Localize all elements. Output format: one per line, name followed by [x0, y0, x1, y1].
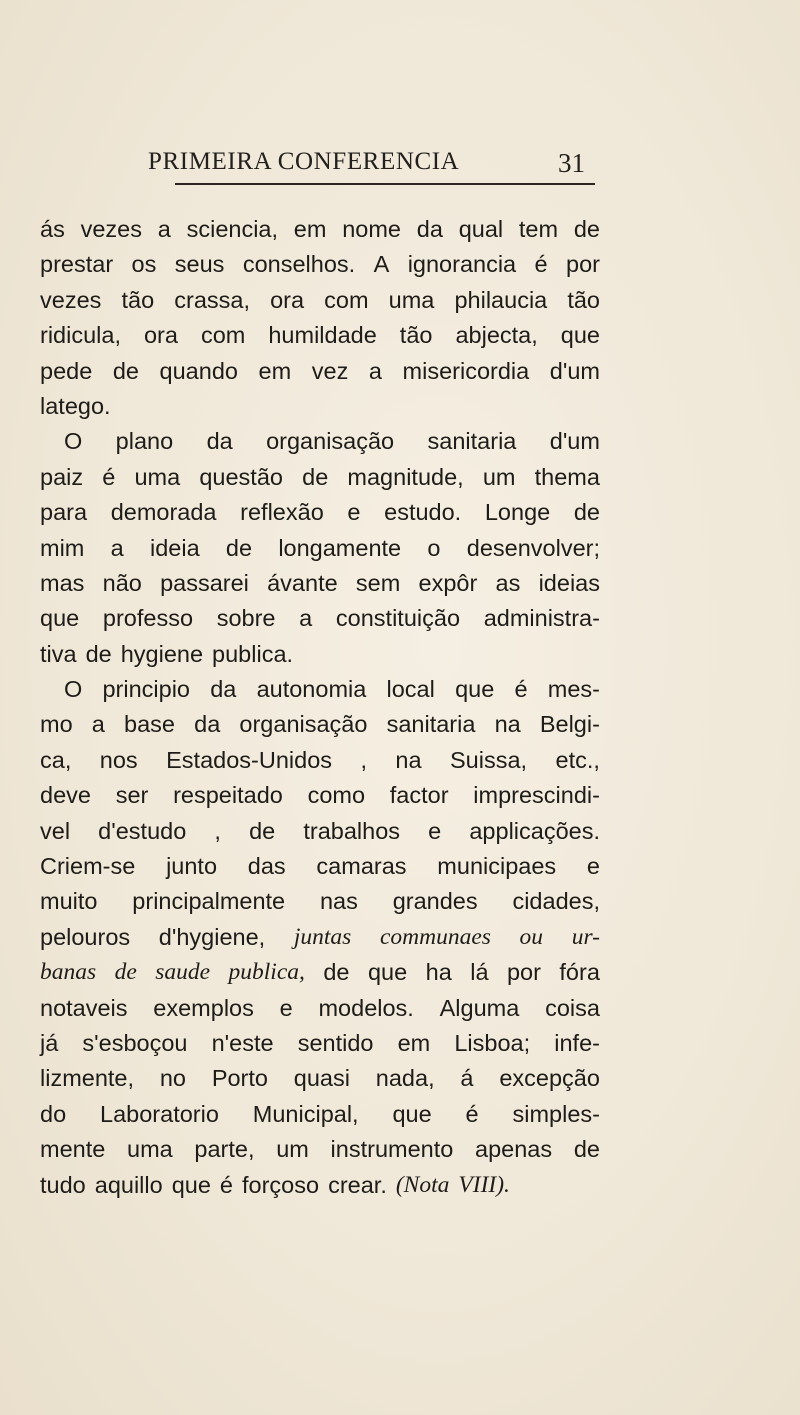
- text-line: que professo sobre a constituição administra-: [40, 605, 600, 632]
- text-line: mas não passarei ávante sem expôr as ideias: [40, 569, 600, 596]
- text-line: O principio da autonomia local que é mes-: [64, 676, 600, 703]
- running-head: [140, 148, 600, 188]
- text-line: tudo aquillo que é forçoso crear. (Nota VIII).: [40, 1171, 510, 1198]
- text-line: O plano da organisação sanitaria d'um: [64, 428, 600, 455]
- header-rule: [175, 183, 595, 185]
- text-line: do Laboratorio Municipal, que é simples-: [40, 1100, 600, 1127]
- text-line: lizmente, no Porto quasi nada, á excepção: [40, 1065, 600, 1092]
- text-line: pelouros d'hygiene, juntas communaes ou ur-: [40, 923, 600, 950]
- text-line: para demorada reflexão e estudo. Longe de: [40, 499, 600, 526]
- text-line: ridicula, ora com humildade tão abjecta, que: [40, 322, 600, 349]
- text-line: Criem-se junto das camaras municipaes e: [40, 853, 600, 880]
- text-line: paiz é uma questão de magnitude, um thema: [40, 463, 600, 490]
- text-line: vel d'estudo , de trabalhos e applicações.: [40, 817, 600, 844]
- text-line: muito principalmente nas grandes cidades,: [40, 888, 600, 915]
- page-number: 31: [558, 148, 585, 178]
- body-text: [40, 212, 600, 1203]
- text-line: mo a base da organisação sanitaria na Belgi-: [40, 711, 600, 738]
- text-line: latego.: [40, 392, 111, 419]
- running-title: PRIMEIRA CONFERENCIA: [148, 148, 460, 175]
- text-line: deve ser respeitado como factor imprescindi-: [40, 782, 600, 809]
- text-line: vezes tão crassa, ora com uma philaucia tão: [40, 286, 600, 313]
- text-line: já s'esboçou n'este sentido em Lisboa; infe-: [40, 1029, 600, 1056]
- text-line: banas de saude publica, de que ha lá por fóra: [40, 959, 600, 986]
- text-line: tiva de hygiene publica.: [40, 640, 294, 667]
- text-line: notaveis exemplos e modelos. Alguma coisa: [40, 994, 600, 1021]
- text-line: ás vezes a sciencia, em nome da qual tem de: [40, 216, 600, 242]
- text-line: ca, nos Estados-Unidos , na Suissa, etc.,: [40, 746, 600, 773]
- text-line: pede de quando em vez a misericordia d'um: [40, 357, 600, 384]
- text-line: prestar os seus conselhos. A ignorancia é por: [40, 251, 600, 278]
- text-line: mim a ideia de longamente o desenvolver;: [40, 534, 600, 561]
- text-line: mente uma parte, um instrumento apenas de: [40, 1136, 600, 1163]
